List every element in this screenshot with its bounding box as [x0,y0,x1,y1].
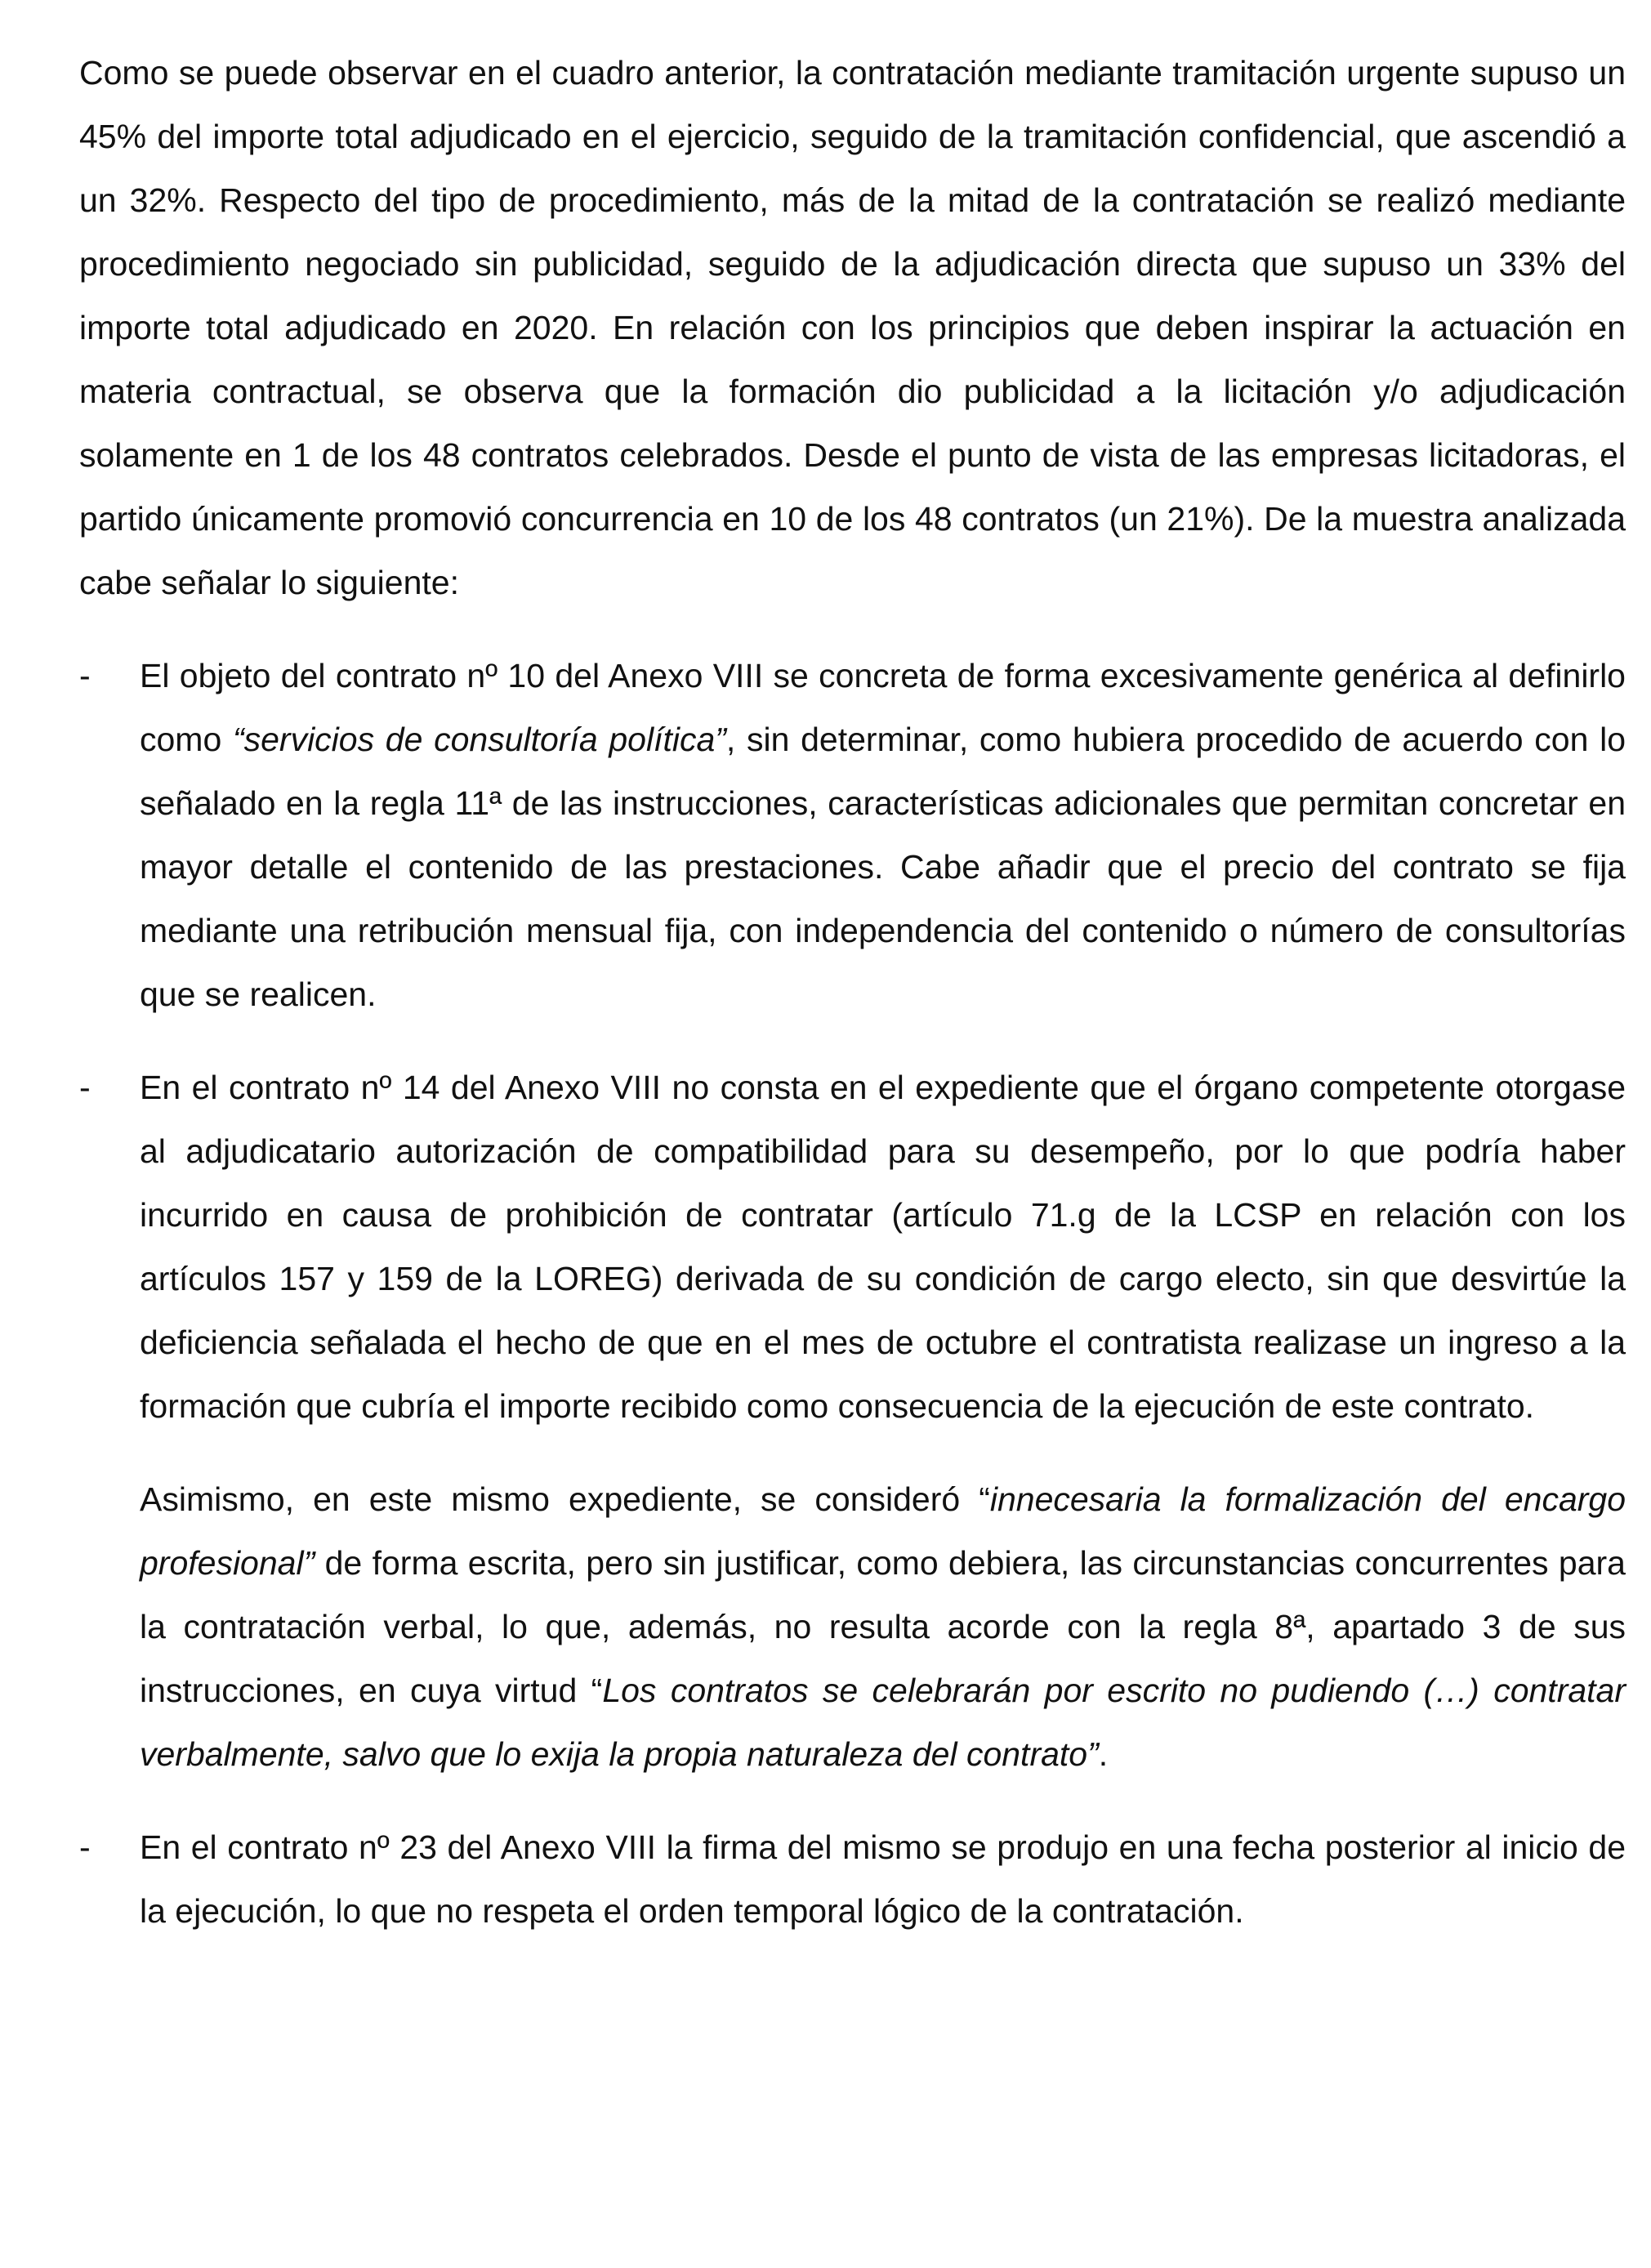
contrato-14-text-a: Asimismo, en este mismo expediente, se consideró “ [140,1480,990,1518]
contrato-10-paragraph [140,644,1626,1026]
contrato-23-paragraph: En el contrato nº 23 del Anexo VIII la firma del mismo se produjo en una fecha posterior al inicio de la ejecución, lo que no respeta el orden temporal lógico de la contratación. [140,1828,1626,1930]
contrato-14-paragraph-1: En el contrato nº 14 del Anexo VIII no consta en el expediente que el órgano competente otorgase al adjudicatario autorización de compatibilidad para su desempeño, por lo que podría haber incurrido en causa de prohibición de contratar (artículo 71.g de la LCSP en relación con los artículos 157 y 159 de la LOREG) derivada de su condición de cargo electo, sin que desvirtúe la deficiencia señalada el hecho de que en el mes de octubre el contratista realizase un ingreso a la formación que cubría el importe recibido como consecuencia de la ejecución de este contrato. [140,1069,1626,1425]
list-item-contrato-14 [79,1056,1626,1786]
bullet-dash: - [79,657,91,694]
list-item-body [140,1815,1626,1943]
contrato-10-text-a: El objeto del contrato nº 10 del Anexo VIII se concreta de forma excesivamente genérica al definirlo como [140,657,1626,758]
contrato-14-text-b: de forma escrita, pero sin justificar, como debiera, las circunstancias concurrentes para la contratación verbal, lo que, además, no resulta acorde con la regla 8ª, apartado 3 de sus instrucciones, en cuya virtud “ [140,1544,1626,1709]
contrato-10-quote: “servicios de consultoría política” [232,721,726,758]
intro-paragraph: Como se puede observar en el cuadro anterior, la contratación mediante tramitación urgente supuso un 45% del importe total adjudicado en el ejercicio, seguido de la tramitación confidencial, que ascendió a un 32%. Respecto del tipo de procedimiento, más de la mitad de la contratación se realizó mediante procedimiento negociado sin publicidad, seguido de la adjudicación directa que supuso un 33% del importe total adjudicado en 2020. En relación con los principios que deben inspirar la actuación en materia contractual, se observa que la formación dio publicidad a la licitación y/o adjudicación solamente en 1 de los 48 contratos celebrados. Desde el punto de vista de las empresas licitadoras, el partido únicamente promovió concurrencia en 10 de los 48 contratos (un 21%). De la muestra analizada cabe señalar lo siguiente: [79,54,1626,601]
contrato-14-text-end: . [1098,1735,1109,1773]
contrato-14-paragraph-2 [140,1467,1626,1786]
document-page [79,41,1626,1972]
list-item-body [140,644,1626,1026]
list-item-contrato-10 [79,644,1626,1026]
contrato-14-quote-1: innecesaria la formalización del encargo profesional” [140,1480,1626,1582]
contrato-14-quote-2: Los contratos se celebrarán por escrito no pudiendo (…) contratar verbalmente, salvo que lo exija la propia naturaleza del contrato” [140,1672,1626,1773]
contrato-10-text-b: , sin determinar, como hubiera procedido de acuerdo con lo señalado en la regla 11ª de las instrucciones, características adicionales que permitan concretar en mayor detalle el contenido de las prestaciones. Cabe añadir que el precio del contrato se fija mediante una retribución mensual fija, con independencia del contenido o número de consultorías que se realicen. [140,721,1626,1013]
list-item-contrato-23 [79,1815,1626,1943]
bullet-dash: - [79,1069,91,1106]
list-item-body [140,1056,1626,1786]
bullet-dash: - [79,1828,91,1866]
